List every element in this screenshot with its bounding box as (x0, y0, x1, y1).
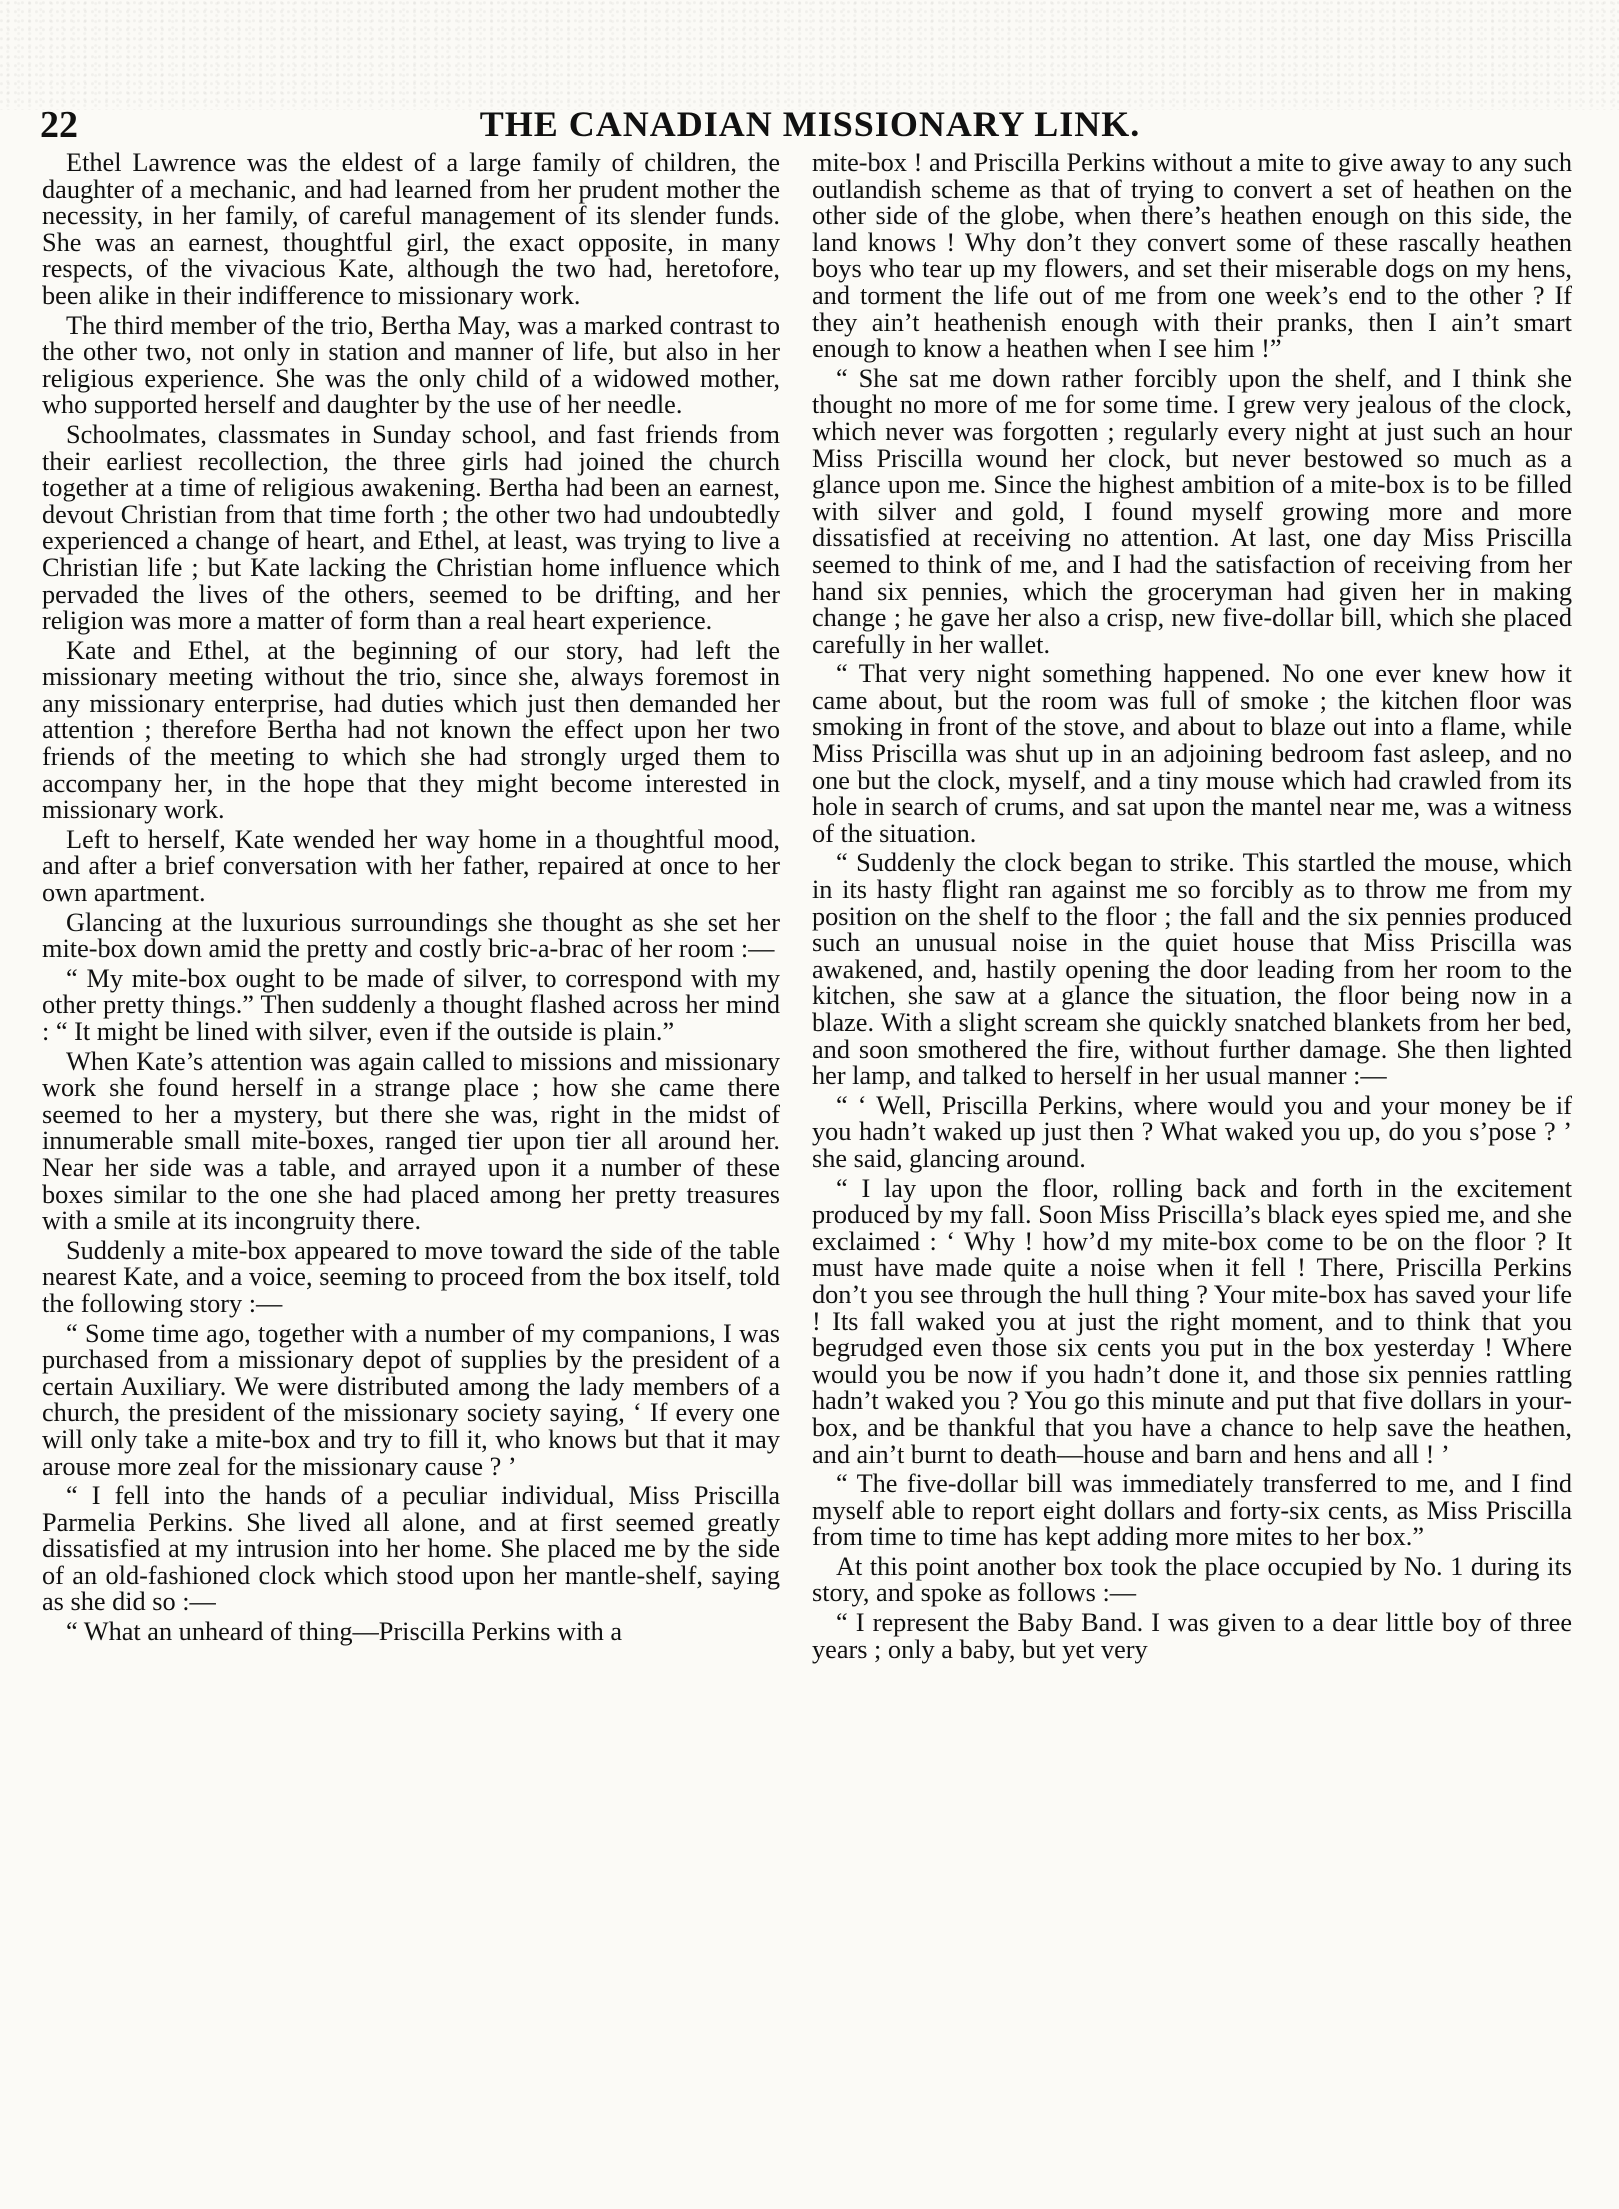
paragraph: “ My mite-box ought to be made of silver, to correspond with my other pretty things.” Then suddenly a thought flashed across her mind : “ It might be lined with silver, even if the outside is plain.” (42, 963, 780, 1046)
paragraph: At this point another box took the place occupied by No. 1 during its story, and spoke as follows :— (812, 1551, 1572, 1608)
paragraph: “ The five-dollar bill was immediately transferred to me, and I find myself able to report eight dollars and forty-six cents, as Miss Priscilla from time to time has kept adding more mites to her box.” (812, 1469, 1572, 1552)
paragraph: “ Some time ago, together with a number of my companions, I was purchased from a missionary depot of supplies by the president of a certain Auxiliary. We were distributed among the lady members of a church, the president of the missionary society saying, ‘ If every one will only take a mite-box and try to fill it, who knows but that it may arouse more zeal for the missionary cause ? ’ (42, 1318, 780, 1481)
paragraph: When Kate’s attention was again called to missions and missionary work she found herself in a strange place ; how she came there seemed to her a mystery, but there she was, right in the midst of innumerable small mite-boxes, ranged tier upon tier all around her. Near her side was a table, and arrayed upon it a number of these boxes similar to the one she had placed among her pretty treasures with a smile at its incongruity there. (42, 1046, 780, 1236)
paragraph: Kate and Ethel, at the beginning of our story, had left the missionary meeting without the trio, since she, always foremost in any missionary enterprise, had duties which just then demanded her attention ; therefore Bertha had not known the effect upon her two friends of the meeting to which she had strongly urged them to accompany her, in the hope that they might become interested in missionary work. (42, 635, 780, 825)
paragraph: “ What an unheard of thing—Priscilla Perkins with a (66, 1617, 623, 1647)
paragraph: The third member of the trio, Bertha May, was a marked contrast to the other two, not only in station and manner of life, but also in her religious experience. She was the only child of a widowed mother, who supported herself and daughter by the use of her needle. (42, 310, 780, 420)
running-title: THE CANADIAN MISSIONARY LINK. (479, 104, 1141, 144)
paragraph: Suddenly a mite-box appeared to move toward the side of the table nearest Kate, and a voice, seeming to proceed from the box itself, told the following story :— (42, 1235, 780, 1318)
page-number: 22 (40, 104, 78, 146)
paragraph: “ I fell into the hands of a peculiar individual, Miss Priscilla Parmelia Perkins. She lived all alone, and at first seemed greatly dissatisfied at my intrusion into her home. She placed me by the side of an old-fashioned clock which stood upon her mantle-shelf, saying as she did so :— (42, 1481, 780, 1617)
paragraph: “ I represent the Baby Band. I was given to a dear little boy of three years ; only a baby, but yet very (812, 1608, 1572, 1664)
left-column (42, 150, 780, 2160)
page-header (40, 95, 1580, 155)
paragraph: “ That very night something happened. No one ever knew how it came about, but the room was full of smoke ; the kitchen floor was smoking in front of the stove, and about to blaze out into a flame, while Miss Priscilla was shut up in an adjoining bedroom fast asleep, and no one but the clock, myself, and a tiny mouse which had crawled from its hole in search of crums, and sat upon the mantel near me, was a witness of the situation. (812, 659, 1572, 848)
paragraph: Glancing at the luxurious surroundings she thought as she set her mite-box down amid the pretty and costly bric-a-brac of her room :— (42, 907, 780, 964)
scan-noise-band (0, 0, 1619, 110)
paragraph: Ethel Lawrence was the eldest of a large family of children, the daughter of a mechanic, and had learned from her prudent mother the necessity, in her family, of careful management of its slender funds. She was an earnest, thoughtful girl, the exact opposite, in many respects, of the vivacious Kate, although the two had, heretofore, been alike in their indifference to missionary work. (42, 150, 780, 310)
paragraph: mite-box ! and Priscilla Perkins without a mite to give away to any such outlandish scheme as that of trying to convert a set of heathen on the other side of the globe, when there’s heathen enough on this side, the land knows ! Why don’t they convert some of these rascally heathen boys who tear up my flowers, and set their miserable dogs on my hens, and torment the life out of me from one week’s end to the other ? If they ain’t heathenish enough with their pranks, then I ain’t smart enough to know a heathen when I see him !” (812, 150, 1572, 364)
paragraph: “ I lay upon the floor, rolling back and forth in the excitement produced by my fall. Soon Miss Priscilla’s black eyes spied me, and she exclaimed : ‘ Why ! how’d my mite-box come to be on the floor ? It must have made quite a noise when it fell ! There, Priscilla Perkins don’t you see through the hull thing ? Your mite-box has saved your life ! Its fall waked you at just the right moment, and to think that you begrudged even those six cents you put in the box yesterday ! Where would you be now if you hadn’t done it, and those six pennies rattling hadn’t waked you ? You go this minute and put that five dollars in your-box, and be thankful that you have a chance to help save the heathen, and ain’t burnt to death—house and barn and hens and all ! ’ (812, 1173, 1572, 1469)
right-column (812, 150, 1572, 2160)
paragraph: Left to herself, Kate wended her way home in a thoughtful mood, and after a brief conversation with her father, repaired at once to her own apartment. (42, 824, 780, 908)
paragraph: “ She sat me down rather forcibly upon the shelf, and I think she thought no more of me for some time. I grew very jealous of the clock, which never was forgotten ; regularly every night at just such an hour Miss Priscilla wound her clock, but never bestowed so much as a glance upon me. Since the highest ambition of a mite-box is to be filled with silver and gold, I found myself growing more and more dissatisfied at receiving no attention. At last, one day Miss Priscilla seemed to think of me, and I had the satisfaction of receiving from her hand six pennies, which the groceryman had given her in making change ; he gave her also a crisp, new five-dollar bill, which she placed carefully in her wallet. (812, 363, 1572, 659)
paragraph: Schoolmates, classmates in Sunday school, and fast friends from their earliest recollection, the three girls had joined the church together at a time of religious awakening. Bertha had been an earnest, devout Christian from that time forth ; the other two had undoubtedly experienced a change of heart, and Ethel, at least, was trying to live a Christian life ; but Kate lacking the Christian home influence which pervaded the lives of the others, seemed to be drifting, and her religion was more a matter of form than a real heart experience. (42, 419, 780, 636)
paragraph: “ ‘ Well, Priscilla Perkins, where would you and your money be if you hadn’t waked up just then ? What waked you up, do you s’pose ? ’ she said, glancing around. (812, 1090, 1572, 1173)
paragraph: “ Suddenly the clock began to strike. This startled the mouse, which in its hasty flight ran against me so forcibly as to throw me from my position on the shelf to the floor ; the fall and the six pennies produced such an unusual noise in the quiet house that Miss Priscilla was awakened, and, hastily opening the door leading from her room to the kitchen, she saw at a glance the situation, the floor being now in a blaze. With a slight scream she quickly snatched blankets from her bed, and soon smothered the fire, without further damage. She then lighted her lamp, and talked to herself in her usual manner :— (812, 848, 1572, 1091)
